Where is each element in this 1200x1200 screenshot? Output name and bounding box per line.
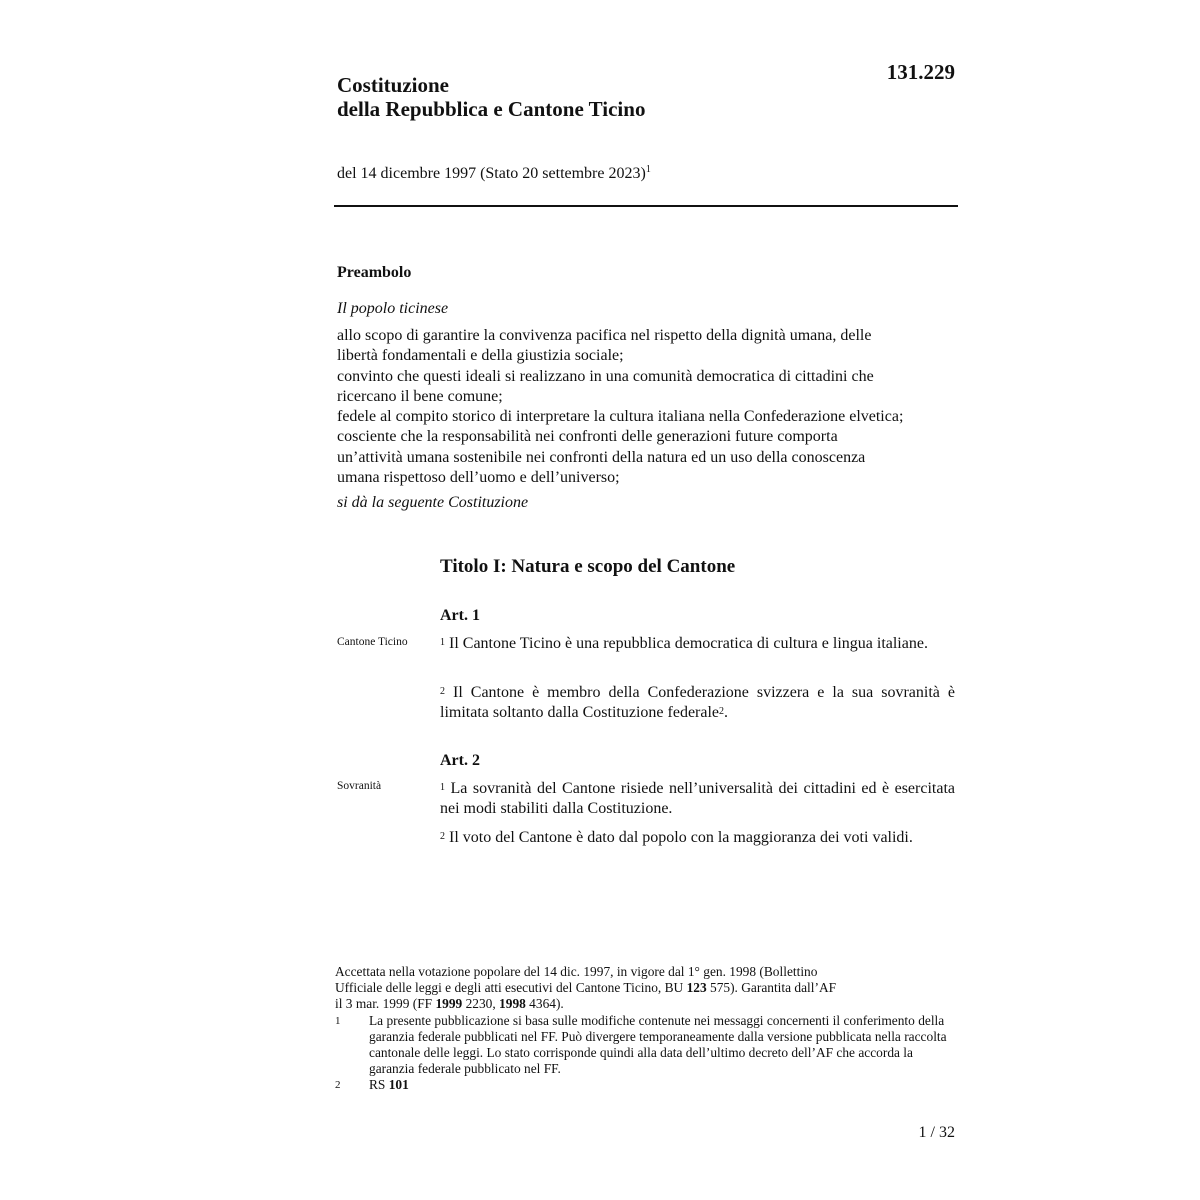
paragraph-number: 1 [440,637,445,648]
footnote-intro-line: Accettata nella votazione popolare del 14 dic. 1997, in vigore dal 1° gen. 1998 (Bollettino [335,964,818,979]
paragraph-number: 1 [440,782,445,793]
preamble-line: un’attività umana sostenibile nei confronti della natura ed un uso della conoscenza [337,448,866,466]
footnote-number: 1 [335,1014,341,1027]
preamble-closing: si dà la seguente Costituzione [337,494,529,511]
paragraph-tail: . [724,704,729,721]
article-1-heading: Art. 1 [440,607,480,624]
footnote-ref-1[interactable]: 1 [645,164,651,175]
ff-year-1: 1999 [435,996,463,1012]
footnote-1 [335,1013,950,1078]
footnote-text: La presente pubblicazione si basa sulle modifiche contenute nei messaggi concernenti il conferimento della garanzia federale pubblicati nel FF. Può divergere temporaneamente dalla versione pubblicata nella raccolta cantonale delle leggi. Lo stato corrisponde quindi alla data dell’ultimo decreto dell’AF che accorda la garanzia federale pubblicato nel FF. [369,1012,947,1077]
article-1-paragraph-1 [440,634,955,654]
bu-page: 575). Garantita dall’AF [706,980,837,996]
rs-number[interactable]: 101 [388,1077,409,1093]
preamble-intro: Il popolo ticinese [337,300,449,317]
preamble-line: libertà fondamentali e della giustizia sociale; [337,347,624,365]
footnote-number: 2 [335,1079,341,1092]
preamble-heading: Preambolo [337,264,412,281]
article-1-margin-note: Cantone Ticino [337,636,408,648]
paragraph-number: 2 [440,831,445,842]
footnotes [335,964,950,1094]
article-2-paragraph-2 [440,828,955,848]
document-number: 131.229 [886,60,955,84]
title-line-1: Costituzione [337,73,449,97]
preamble-line: cosciente che la responsabilità nei confronti delle generazioni future comporta [337,428,838,446]
preamble-body [337,326,957,488]
paragraph-text: La sovranità del Cantone risiede nell’universalità dei cittadini ed è esercitata nei modi stabiliti dalla Costituzione. [440,780,956,817]
preamble-line: ricercano il bene comune; [337,387,503,405]
header-divider [334,205,958,207]
preamble-line: allo scopo di garantire la convivenza pacifica nel rispetto della dignità umana, delle [337,327,872,344]
footnote-intro-text: Ufficiale delle leggi e degli atti esecutivi del Cantone Ticino, BU [335,980,687,996]
article-2-heading: Art. 2 [440,752,480,769]
footnote-text-pre: RS [369,1077,389,1093]
section-title: Titolo I: Natura e scopo del Cantone [440,556,736,577]
footnote-text [369,1077,950,1093]
paragraph-number: 2 [440,686,445,697]
ff-page-1: 2230, [462,996,500,1012]
preamble-line: umana rispettoso dell’uomo e dell’universo; [337,469,620,487]
footnote-intro-line [335,980,950,996]
title-line-2: della Repubblica e Cantone Ticino [337,97,646,121]
article-2-margin-note: Sovranità [337,780,382,792]
paragraph-text: Il voto del Cantone è dato dal popolo con la maggioranza dei voti validi. [449,829,913,846]
paragraph-text: Il Cantone Ticino è una repubblica democratica di cultura e lingua italiane. [449,635,928,652]
footnote-ref-2[interactable]: 2 [719,706,725,717]
preamble-line: convinto che questi ideali si realizzano in una comunità democratica di cittadini che [337,367,874,385]
footnote-intro [335,964,950,1013]
af-text: il 3 mar. 1999 (FF [335,996,436,1012]
article-1-paragraph-2 [440,683,955,723]
article-2-paragraph-1 [440,779,955,819]
page-number: 1 / 32 [918,1124,955,1141]
footnote-intro-line [335,996,950,1012]
preamble-line: fedele al compito storico di interpretare la cultura italiana nella Confederazione elvetica; [337,408,904,426]
ff-page-2: 4364). [525,996,564,1012]
bu-volume: 123 [686,980,707,996]
paragraph-text: Il Cantone è membro della Confederazione svizzera e la sua sovranità è limitata soltanto dalla Costituzione federale [440,684,955,721]
document-date [337,165,651,183]
footnote-2 [335,1077,950,1093]
date-text: del 14 dicembre 1997 (Stato 20 settembre 2023) [337,165,646,182]
document-title [337,73,645,121]
ff-year-2: 1998 [499,996,526,1012]
